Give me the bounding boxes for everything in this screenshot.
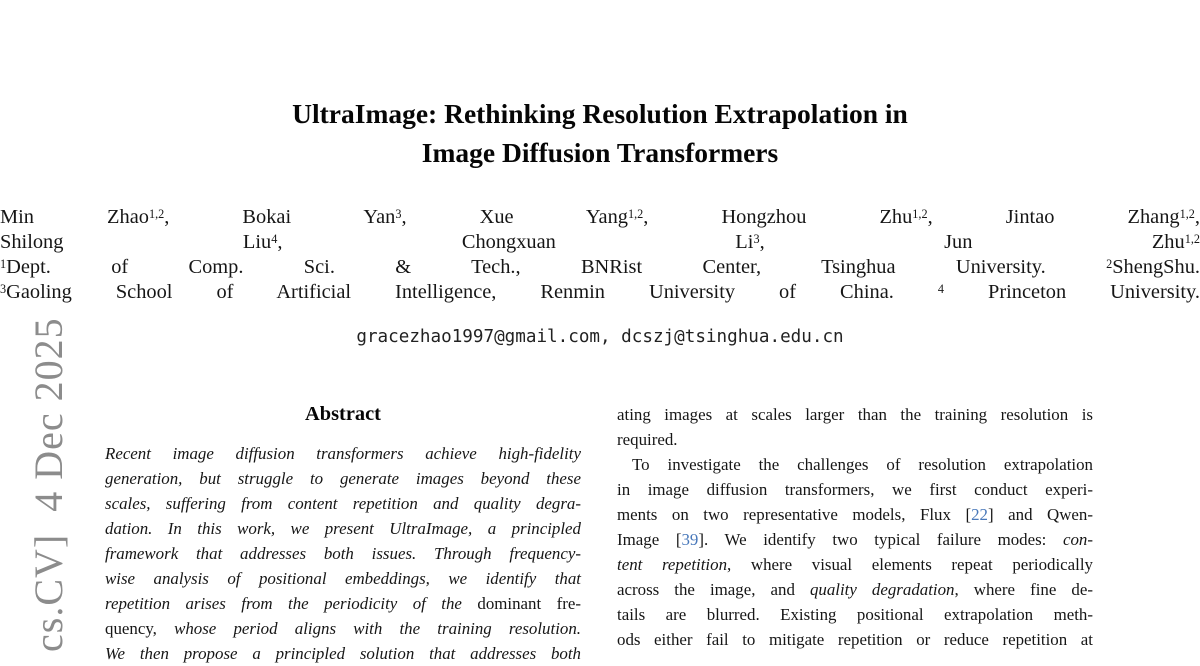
text-segment: 3: [0, 281, 7, 296]
abstract-text: [105, 441, 581, 666]
text-segment: tent repetition: [617, 555, 728, 574]
paper-title-line-1: UltraImage: Rethinking Resolution Extrapolation in: [292, 98, 908, 129]
text-segment: ShengShu.: [1112, 256, 1200, 278]
text-segment: repetition arises from the periodicity of the: [105, 594, 478, 613]
email-line: gracezhao1997@gmail.com, dcszj@tsinghua.edu.cn: [356, 327, 844, 347]
text-segment: Princeton University.: [943, 281, 1200, 303]
text-segment: 4: [271, 231, 278, 246]
text-segment: , Xue Yang: [401, 206, 628, 228]
text-line: [105, 566, 581, 591]
text-line: [105, 491, 581, 516]
text-segment: , where visual elements repeat periodically: [727, 555, 1093, 574]
text-segment: , where fine de-: [954, 580, 1093, 599]
text-line: [617, 477, 1093, 502]
text-line: [617, 577, 1093, 602]
text-segment: 1,2: [912, 206, 928, 221]
text-segment: 2: [1106, 256, 1113, 271]
text-segment: dominant fre-: [477, 594, 581, 613]
text-line: [0, 229, 1200, 254]
text-segment: Dept. of Comp. Sci. & Tech., BNRist Center, Tsinghua University.: [6, 256, 1107, 278]
text-segment: ,: [1194, 206, 1200, 228]
text-segment: whose period aligns with the training resolution.: [174, 619, 582, 638]
text-line: [617, 602, 1093, 627]
text-segment: 1,2: [1179, 206, 1195, 221]
text-segment: ating images at scales larger than the training resolution is: [617, 405, 1093, 424]
text-segment: generation, but struggle to generate images beyond these: [105, 469, 581, 488]
text-segment: in image diffusion transformers, we first conduct experi-: [617, 480, 1093, 499]
text-segment: We then propose a principled solution that addresses both: [105, 644, 581, 663]
text-segment: quality degradation: [809, 580, 955, 599]
arxiv-watermark: cs.CV] 4 Dec 2025: [26, 317, 71, 652]
paper-title-line-2: Image Diffusion Transformers: [421, 137, 779, 168]
text-line: [617, 527, 1093, 552]
text-line: [617, 402, 1093, 427]
text-line: [105, 516, 581, 541]
text-segment: ments on two representative models, Flux [: [617, 505, 972, 524]
text-segment: con-: [1062, 530, 1093, 549]
text-line: [105, 641, 581, 666]
text-segment: 3: [753, 231, 760, 246]
citation-link[interactable]: 39: [681, 530, 699, 549]
text-line: [105, 466, 581, 491]
text-segment: Gaoling School of Artificial Intelligence, Renmin University of China.: [6, 281, 938, 303]
text-segment: ] and Qwen-: [987, 505, 1093, 524]
text-segment: , Jintao Zhang: [927, 206, 1180, 228]
text-line: [617, 452, 1093, 477]
text-line: [617, 502, 1093, 527]
text-segment: Shilong Liu: [0, 231, 272, 253]
abstract-heading: Abstract: [305, 403, 381, 425]
text-line: [105, 591, 581, 616]
text-segment: 1: [0, 256, 7, 271]
text-line: [0, 204, 1200, 229]
text-segment: 1,2: [148, 206, 165, 221]
text-line: [105, 616, 581, 641]
text-segment: across the image, and: [617, 580, 810, 599]
text-line: [617, 427, 1093, 452]
text-segment: Image [: [617, 530, 682, 549]
text-segment: framework that addresses both issues. Through frequency-: [105, 544, 581, 563]
text-segment: required.: [617, 430, 678, 449]
text-segment: , Hongzhou Zhu: [643, 206, 913, 228]
text-line: [0, 254, 1200, 279]
text-segment: ods either fail to mitigate repetition or reduce repetition at: [617, 630, 1093, 649]
text-segment: 1,2: [1184, 231, 1200, 246]
text-line: [105, 441, 581, 466]
text-segment: wise analysis of positional embeddings, we identify that: [105, 569, 581, 588]
text-segment: , Bokai Yan: [164, 206, 396, 228]
text-segment: Min Zhao: [0, 206, 149, 228]
text-line: [617, 552, 1093, 577]
column-left: [105, 402, 582, 663]
text-segment: , Jun Zhu: [759, 231, 1185, 253]
text-line: [0, 279, 1200, 304]
text-segment: quency,: [105, 619, 175, 638]
text-segment: scales, suffering from content repetition and quality degra-: [105, 494, 581, 513]
text-segment: Recent image diffusion transformers achieve high-fidelity: [105, 444, 581, 463]
text-segment: 4: [937, 281, 944, 296]
text-segment: tails are blurred. Existing positional extrapolation meth-: [617, 605, 1093, 624]
paper-title: [0, 94, 1200, 172]
text-segment: , Chongxuan Li: [277, 231, 754, 253]
column-right: [617, 402, 1093, 648]
text-segment: ]. We identify two typical failure modes:: [698, 530, 1063, 549]
text-segment: dation. In this work, we present UltraImage, a principled: [105, 519, 581, 538]
citation-link[interactable]: 22: [971, 505, 988, 524]
text-segment: To investigate the challenges of resolution extrapolation: [632, 455, 1093, 474]
text-segment: 1,2: [628, 206, 644, 221]
text-line: [105, 541, 581, 566]
authors-block: [0, 204, 1200, 304]
text-line: [617, 627, 1093, 652]
text-segment: 3: [395, 206, 402, 221]
